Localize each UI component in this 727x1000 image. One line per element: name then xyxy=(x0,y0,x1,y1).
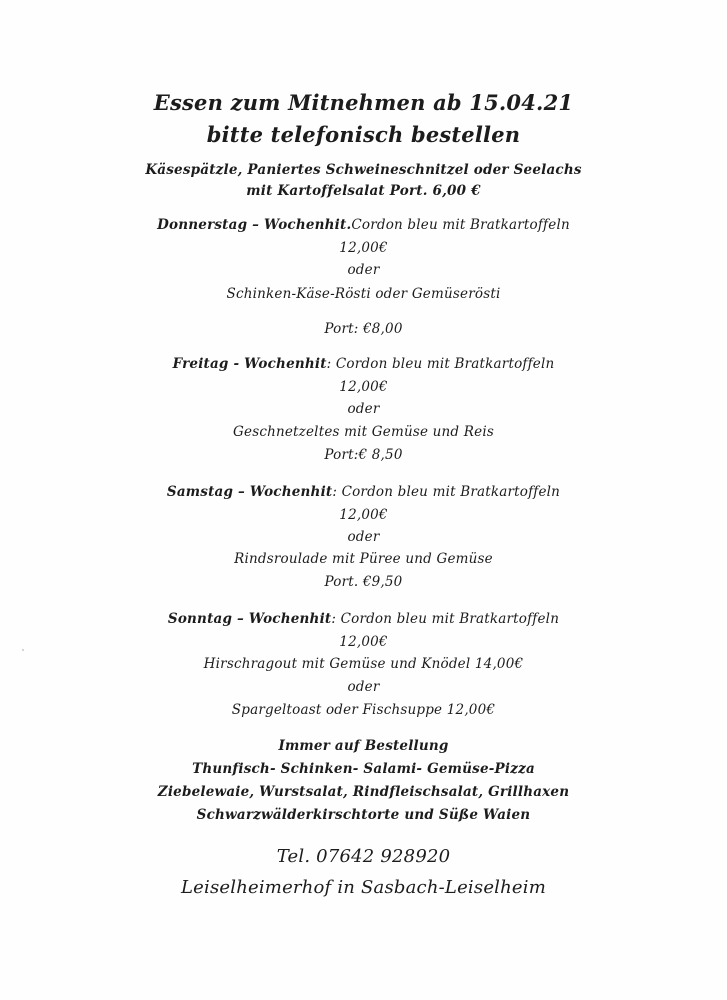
sonntag-or: oder xyxy=(347,679,380,695)
order-line-2: Ziebelewaie, Wurstsalat, Rindfleischsalat, Grillhaxen xyxy=(157,784,570,800)
intro-line-2: mit Kartoffelsalat Port. 6,00 € xyxy=(246,183,481,199)
contact-phone: Tel. 07642 928920 xyxy=(276,846,451,867)
freitag-label: Freitag - Wochenhit xyxy=(172,356,327,372)
order-line-3: Schwarzwälderkirschtorte und Süße Waien xyxy=(196,807,531,823)
sonntag-alt-1: Hirschragout mit Gemüse und Knödel 14,00€ xyxy=(203,656,524,672)
donnerstag-line xyxy=(0,217,727,233)
sonntag-alt-2: Spargeltoast oder Fischsuppe 12,00€ xyxy=(231,702,496,718)
title-line-1: Essen zum Mitnehmen ab 15.04.21 xyxy=(153,90,574,115)
freitag-price: 12,00€ xyxy=(339,379,388,395)
intro-line-1: Käsespätzle, Paniertes Schweineschnitzel oder Seelachs xyxy=(145,162,582,178)
freitag-or: oder xyxy=(347,401,380,417)
donnerstag-main: Cordon bleu mit Bratkartoffeln xyxy=(351,217,570,233)
samstag-main: : Cordon bleu mit Bratkartoffeln xyxy=(332,484,561,500)
samstag-or: oder xyxy=(347,529,380,545)
donnerstag-label: Donnerstag – Wochenhit. xyxy=(157,217,352,233)
donnerstag-port: Port: €8,00 xyxy=(324,321,403,337)
samstag-line xyxy=(0,484,727,500)
freitag-main: : Cordon bleu mit Bratkartoffeln xyxy=(326,356,555,372)
sonntag-price: 12,00€ xyxy=(339,634,388,650)
freitag-alt: Geschnetzeltes mit Gemüse und Reis xyxy=(233,424,494,440)
freitag-port: Port:€ 8,50 xyxy=(324,447,403,463)
sonntag-main: : Cordon bleu mit Bratkartoffeln xyxy=(331,611,560,627)
donnerstag-price: 12,00€ xyxy=(339,240,388,256)
sonntag-label: Sonntag – Wochenhit xyxy=(167,611,332,627)
donnerstag-alt: Schinken-Käse-Rösti oder Gemüserösti xyxy=(226,286,501,302)
contact-place: Leiselheimerhof in Sasbach-Leiselheim xyxy=(180,877,546,898)
samstag-label: Samstag – Wochenhit xyxy=(166,484,333,500)
sonntag-line xyxy=(0,611,727,627)
freitag-line xyxy=(0,356,727,372)
order-line-1: Thunfisch- Schinken- Salami- Gemüse-Pizza xyxy=(192,761,535,777)
samstag-port: Port. €9,50 xyxy=(324,574,403,590)
samstag-price: 12,00€ xyxy=(339,507,388,523)
donnerstag-or: oder xyxy=(347,262,380,278)
title-line-2: bitte telefonisch bestellen xyxy=(206,122,521,147)
samstag-alt: Rindsroulade mit Püree und Gemüse xyxy=(234,551,493,567)
scan-speck xyxy=(22,649,24,651)
order-heading: Immer auf Bestellung xyxy=(278,738,449,754)
